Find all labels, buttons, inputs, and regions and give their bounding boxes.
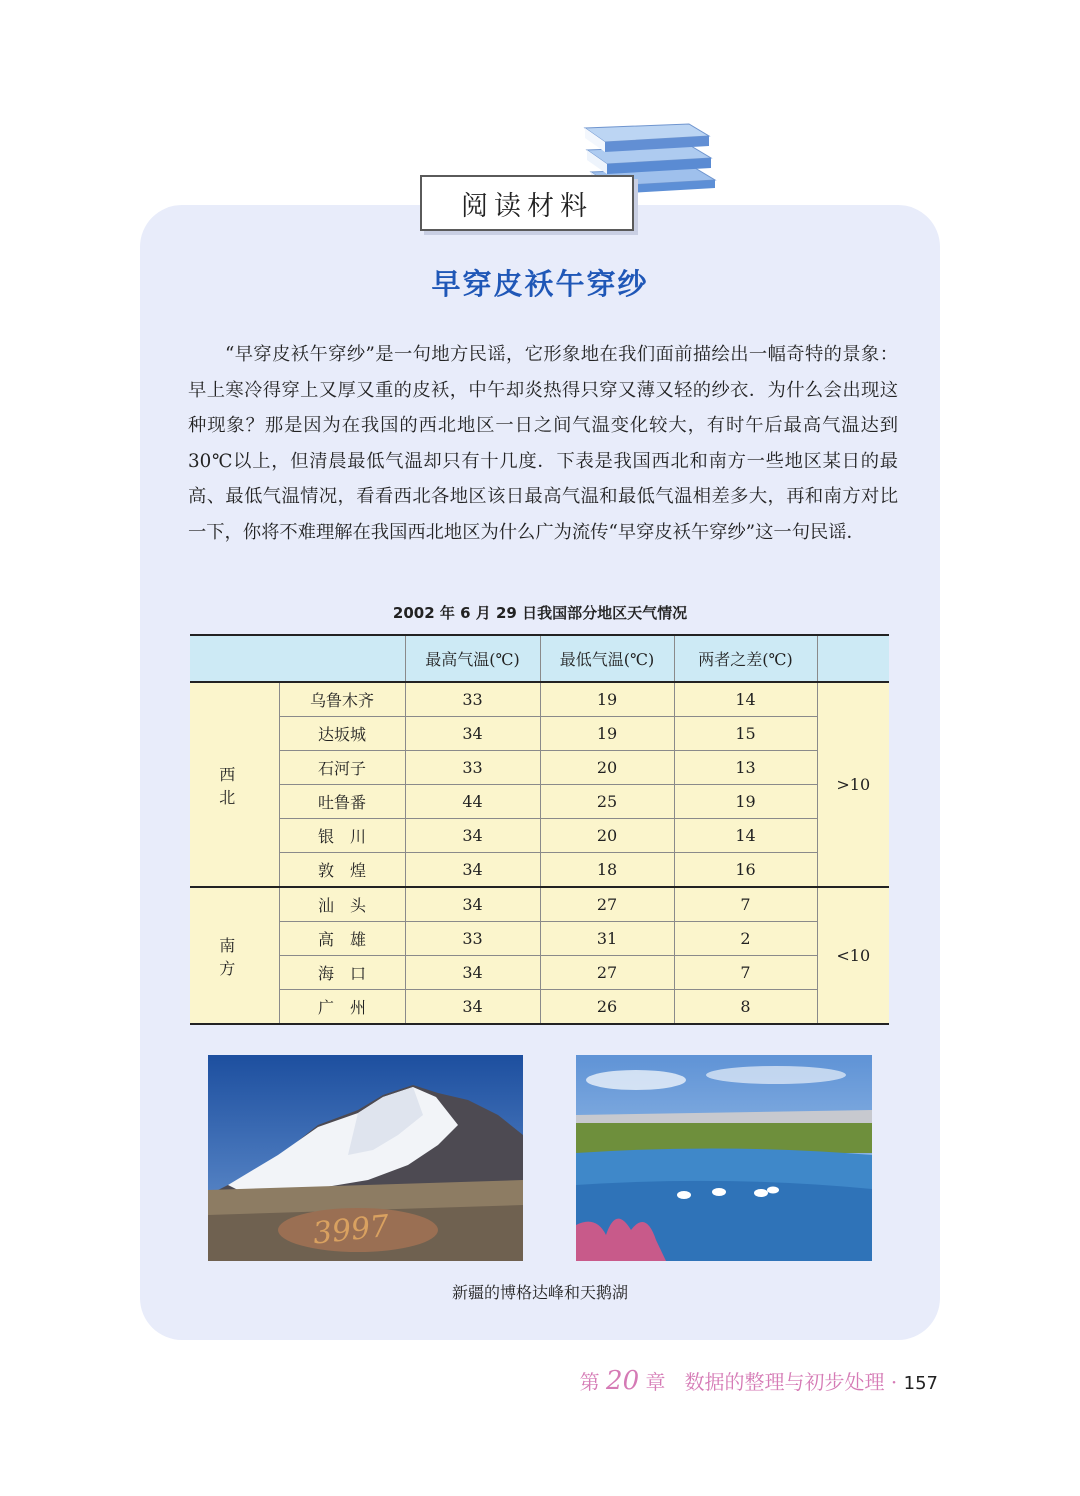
high-cell: 44 bbox=[405, 785, 540, 819]
header-high-temp: 最高气温(℃) bbox=[405, 635, 540, 682]
place-cell: 高 雄 bbox=[279, 922, 405, 956]
low-cell: 19 bbox=[540, 682, 674, 717]
place-cell: 敦 煌 bbox=[279, 853, 405, 888]
place-cell: 乌鲁木齐 bbox=[279, 682, 405, 717]
table-row bbox=[190, 785, 889, 819]
low-cell: 20 bbox=[540, 751, 674, 785]
group-northwest: 西 北 bbox=[190, 682, 279, 887]
table-header-row bbox=[190, 635, 889, 682]
table-row bbox=[190, 819, 889, 853]
high-cell: 34 bbox=[405, 887, 540, 922]
low-cell: 27 bbox=[540, 887, 674, 922]
low-cell: 25 bbox=[540, 785, 674, 819]
header-range-blank bbox=[817, 635, 889, 682]
article-title: 早穿皮袄午穿纱 bbox=[431, 267, 649, 301]
high-cell: 34 bbox=[405, 956, 540, 990]
range-south: <10 bbox=[817, 887, 889, 1024]
reading-material-badge: 阅读材料 bbox=[420, 175, 634, 231]
table-row bbox=[190, 682, 889, 717]
chapter-suffix: 章 bbox=[645, 1370, 666, 1394]
chapter-number: 20 bbox=[606, 1366, 640, 1396]
low-cell: 20 bbox=[540, 819, 674, 853]
place-cell: 达坂城 bbox=[279, 717, 405, 751]
diff-cell: 15 bbox=[674, 717, 817, 751]
high-cell: 34 bbox=[405, 853, 540, 888]
low-cell: 19 bbox=[540, 717, 674, 751]
photo-caption: 新疆的博格达峰和天鹅湖 bbox=[451, 1283, 628, 1302]
diff-cell: 16 bbox=[674, 853, 817, 888]
high-cell: 33 bbox=[405, 682, 540, 717]
table-row bbox=[190, 887, 889, 922]
header-difference: 两者之差(℃) bbox=[674, 635, 817, 682]
header-blank-cell bbox=[190, 635, 405, 682]
header-low-temp: 最低气温(℃) bbox=[540, 635, 674, 682]
swan-lake-photo bbox=[576, 1055, 872, 1261]
diff-cell: 14 bbox=[674, 819, 817, 853]
page-footer bbox=[580, 1366, 938, 1396]
low-cell: 31 bbox=[540, 922, 674, 956]
place-cell: 银 川 bbox=[279, 819, 405, 853]
diff-cell: 13 bbox=[674, 751, 817, 785]
article-paragraph: “早穿皮袄午穿纱”是一句地方民谣，它形象地在我们面前描绘出一幅奇特的景象：早上寒冷得穿上又厚又重的皮袄，中午却炎热得只穿又薄又轻的纱衣．为什么会出现这种现象？那是因为在我国的西北地区一日之间气温变化较大，有时午后最高气温达到30℃以上，但清晨最低气温却只有十几度．下表是我国西北和南方一些地区某日的最高、最低气温情况，看看西北各地区该日最高气温和最低气温相差多大，再和南方对比一下，你将不难理解在我国西北地区为什么广为流传“早穿皮袄午穿纱”这一句民谣． bbox=[188, 344, 898, 543]
diff-cell: 14 bbox=[674, 682, 817, 717]
low-cell: 27 bbox=[540, 956, 674, 990]
chapter-title: 数据的整理与初步处理 · bbox=[684, 1370, 898, 1394]
table-row bbox=[190, 956, 889, 990]
table-row bbox=[190, 853, 889, 888]
diff-cell: 7 bbox=[674, 956, 817, 990]
place-cell: 海 口 bbox=[279, 956, 405, 990]
high-cell: 34 bbox=[405, 717, 540, 751]
chapter-prefix: 第 bbox=[579, 1370, 600, 1394]
diff-cell: 19 bbox=[674, 785, 817, 819]
high-cell: 33 bbox=[405, 922, 540, 956]
table-row bbox=[190, 751, 889, 785]
range-northwest: >10 bbox=[817, 682, 889, 887]
rock-elevation-text: 3997 bbox=[311, 1208, 391, 1252]
table-row bbox=[190, 990, 889, 1025]
high-cell: 33 bbox=[405, 751, 540, 785]
bogda-peak-photo bbox=[208, 1055, 523, 1261]
diff-cell: 7 bbox=[674, 887, 817, 922]
low-cell: 26 bbox=[540, 990, 674, 1025]
diff-cell: 8 bbox=[674, 990, 817, 1025]
low-cell: 18 bbox=[540, 853, 674, 888]
weather-table bbox=[190, 634, 889, 1025]
table-row bbox=[190, 922, 889, 956]
page-number: 157 bbox=[903, 1373, 938, 1394]
place-cell: 吐鲁番 bbox=[279, 785, 405, 819]
high-cell: 34 bbox=[405, 819, 540, 853]
high-cell: 34 bbox=[405, 990, 540, 1025]
table-caption: 2002 年 6 月 29 日我国部分地区天气情况 bbox=[392, 604, 688, 622]
place-cell: 广 州 bbox=[279, 990, 405, 1025]
table-row bbox=[190, 717, 889, 751]
group-south: 南 方 bbox=[190, 887, 279, 1024]
place-cell: 汕 头 bbox=[279, 887, 405, 922]
diff-cell: 2 bbox=[674, 922, 817, 956]
place-cell: 石河子 bbox=[279, 751, 405, 785]
